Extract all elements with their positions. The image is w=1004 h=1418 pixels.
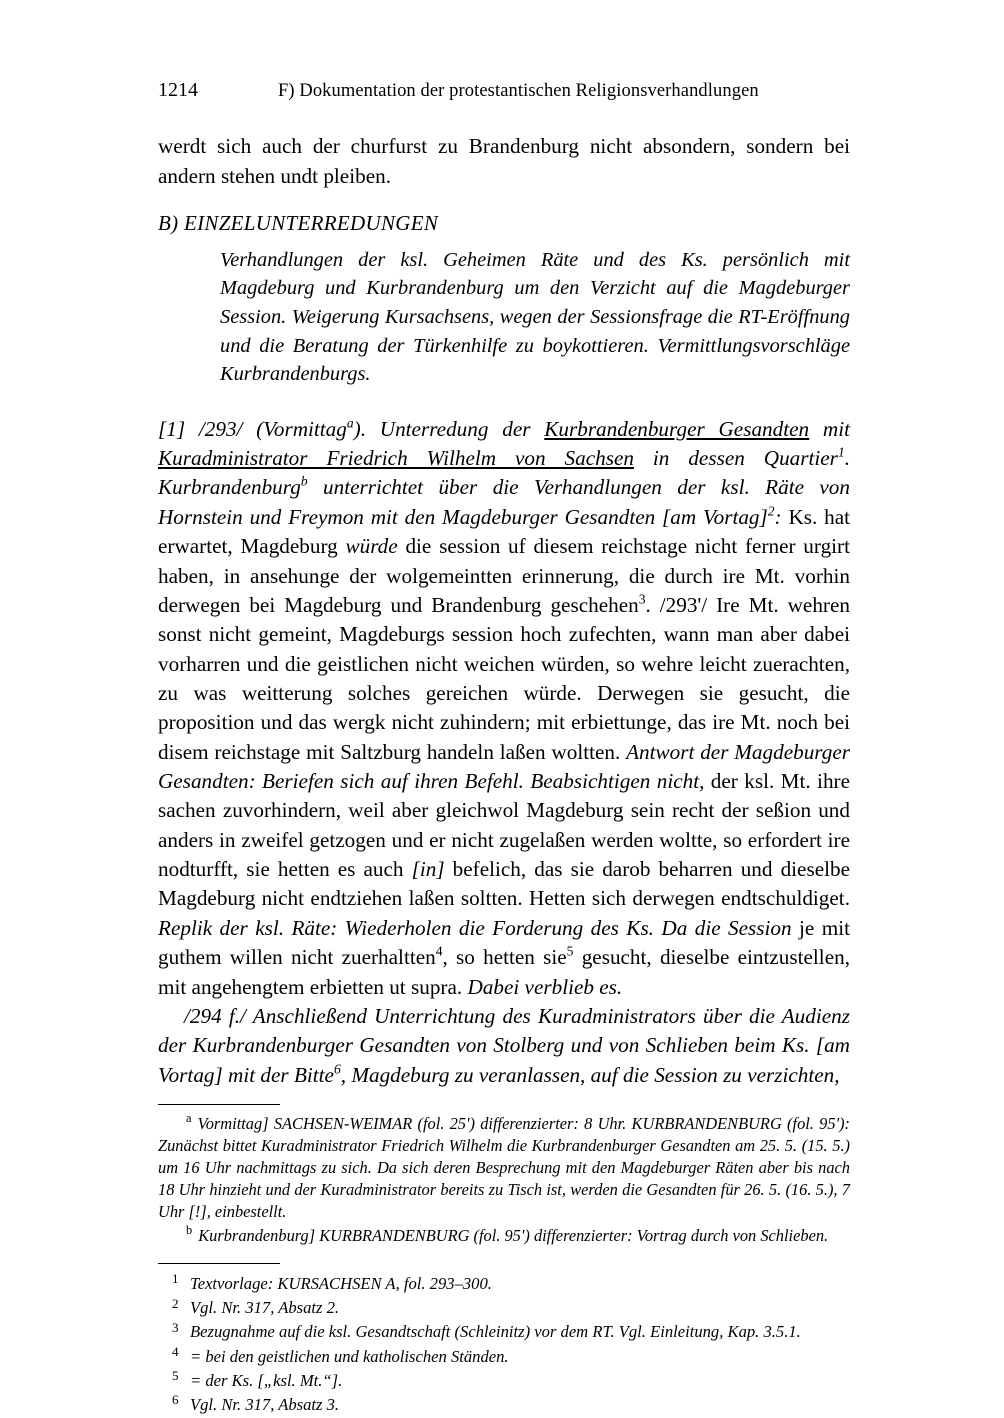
- apparatus-note-b: [158, 1222, 850, 1247]
- apparatus-note-b-text: Kurbrandenburg] KURBRANDENBURG (fol. 95') differenzierter: Vortrag durch von Schlieben.: [198, 1225, 829, 1245]
- record-italic-in: [in]: [411, 857, 445, 882]
- regest-summary: Verhandlungen der ksl. Geheimen Räte und des Ks. persönlich mit Magdeburg und Kurbrandenburg um den Verzicht auf die Magdeburger Session. Weigerung Kursachsens, wegen der Sessionsfrage die RT-Eröffnung und die Beratung der Türkenhilfe zu boykottieren. Vermittlungsvorschläge Kurbrandenburgs.: [220, 248, 850, 386]
- footnote-number: 6: [172, 1392, 179, 1408]
- footnote-ref-1: 1: [837, 444, 845, 460]
- footnote-text: Textvorlage: KURSACHSEN A, fol. 293–300.: [190, 1273, 492, 1293]
- record-number: [1]: [158, 416, 186, 441]
- footnote-list: [158, 1272, 850, 1417]
- section-label: B) EINZELUNTERREDUNGEN: [158, 210, 439, 235]
- footnote-text: = bei den geistlichen und katholischen Ständen.: [190, 1346, 509, 1366]
- record-after-1: . Kurbrandenburg: [158, 446, 851, 500]
- footnote-text: Bezugnahme auf die ksl. Gesandtschaft (Schleinitz) vor dem RT. Vgl. Einleitung, Kap. 3.5.1.: [190, 1322, 801, 1342]
- record-entry: [158, 415, 850, 1090]
- record-roman-1: Ks. hat erwartet, Magdeburg: [158, 504, 850, 559]
- footnote-item: [158, 1272, 850, 1296]
- footnote-text: Vgl. Nr. 317, Absatz 3.: [190, 1394, 340, 1414]
- apparatus-note-a-text: Vormittag] SACHSEN-WEIMAR (fol. 25') differenzierter: 8 Uhr. KURBRANDENBURG (fol. 95'): Zunächst bittet Kuradministrator Friedrich Wilhelm die Kurbrandenburger Gesandten am 25. 5. (15. 5.) um 16 Uhr nachmittags zu sich. Da sich deren Besprechung mit den Magdeburger Räten aber bis nach 18 Uhr hinzieht und der Kuradministrator bereits zu Tisch ist, werden die Gesandten für 26. 5. (16. 5.), 7 Uhr [!], einbestellt.: [158, 1113, 850, 1221]
- record-mid-1: mit: [809, 416, 850, 441]
- footnote-ref-4: 4: [435, 943, 443, 959]
- record-italic-replik: Replik der ksl. Räte: Wiederholen die Forderung des Ks. Da die Session: [158, 915, 792, 940]
- footnote-ref-2: 2: [767, 503, 775, 519]
- footnote-number: 3: [172, 1319, 179, 1335]
- record-roman-4: der ksl. Mt. ihre sachen zuvorhindern, weil aber gleichwol Magdeburg sein recht der seßion und anders in zweifel getzogen und er nicht zugelaßen werden woltte, so erfordert ire nodturfft, sie hetten es auch: [158, 769, 850, 882]
- record-lead: Unterredung der: [366, 416, 545, 441]
- record-roman-8: gesucht, dieselbe eintzustellen, mit angehengtem erbietten ut supra.: [158, 945, 850, 999]
- record-mid-2: in dessen Quartier: [633, 446, 838, 471]
- underlined-party-1: Kurbrandenburger Gesandten: [544, 416, 810, 441]
- record-roman-6: je mit guthem willen nicht zuerhaltten: [158, 915, 850, 970]
- footnote-item: [158, 1296, 850, 1320]
- footnote-number: 5: [172, 1368, 179, 1384]
- footnote-text: Vgl. Nr. 317, Absatz 2.: [190, 1298, 340, 1318]
- apparatus-note-b-marker: b: [186, 1222, 193, 1237]
- record-roman-7: , so hetten sie: [442, 945, 567, 970]
- page-content: [158, 78, 850, 1417]
- footnote-item: [158, 1345, 850, 1369]
- record-time-close: ).: [353, 416, 366, 441]
- underlined-party-2: Kuradministrator Friedrich Wilhelm von Sachsen: [158, 446, 634, 471]
- record-roman-2: die session uf diesem reichstage nicht ferner urgirt haben, in ansehunge der wolgemeintten erinnerung, die durch ire Mt. vorhin derwegen bei Magdeburg und Brandenburg geschehen: [158, 534, 850, 617]
- record-para2-b: , Magdeburg zu veranlassen, auf die Session zu verzichten,: [340, 1062, 840, 1087]
- record-time: (Vormittag: [256, 416, 347, 441]
- footnote-text: = der Ks. [„ksl. Mt.“].: [190, 1370, 343, 1390]
- record-paragraph-2: [158, 1002, 850, 1090]
- footnote-ref-3: 3: [638, 591, 646, 607]
- record-roman-3: . /293'/ Ire Mt. wehren sonst nicht gemeint, Magdeburgs session hoch zufechten, wann man aber dabei vorharren und die geistlichen nicht weichen würden, so wehre leicht zuerachten, zu was weitterung solches gereichen würde. Derwegen sie gesucht, die proposition und das wergk nicht zuhindern; mit erbiettunge, das ire Mt. noch bei disem reichstage mit Saltzburg handeln laßen woltten.: [158, 592, 850, 764]
- running-head-title: F) Dokumentation der protestantischen Religionsverhandlungen: [278, 81, 759, 101]
- footnote-item: [158, 1393, 850, 1417]
- apparatus-note-a: [158, 1110, 850, 1223]
- record-after-b: unterrichtet über die Verhandlungen der ksl. Räte von Hornstein und Freymon mit den Magdeburger Gesandten [am Vortag]: [158, 475, 850, 529]
- apparatus-marker-a: a: [346, 415, 354, 431]
- footnote-ref-5: 5: [566, 943, 574, 959]
- carryover-paragraph: werdt sich auch der churfurst zu Brandenburg nicht absondern, sondern bei andern stehen undt pleiben.: [158, 134, 850, 188]
- record-italic-dabei: Dabei verblieb es.: [467, 974, 623, 999]
- apparatus-rule: [158, 1104, 280, 1105]
- footnote-number: 4: [172, 1344, 179, 1360]
- apparatus-note-a-marker: a: [186, 1110, 192, 1125]
- footnote-number: 1: [172, 1271, 179, 1287]
- apparatus-marker-b: b: [300, 474, 308, 490]
- record-para2-a: /294 f./ Anschließend Unterrichtung des Kuradministrators über die Audienz der Kurbrandenburger Gesandten von Stolberg und von Schlieben beim Ks. [am Vortag] mit der Bitte: [158, 1003, 850, 1087]
- footnote-ref-6: 6: [333, 1061, 341, 1077]
- record-italic-wuerde: würde: [345, 534, 398, 559]
- footnote-item: [158, 1320, 850, 1344]
- footnote-item: [158, 1369, 850, 1393]
- record-paragraph-1: [158, 415, 850, 1002]
- record-folio-ref: /293/: [198, 416, 243, 441]
- footnote-number: 2: [172, 1295, 179, 1311]
- record-after-2: :: [774, 504, 789, 529]
- record-italic-antwort: Antwort der Magdeburger Gesandten: Beriefen sich auf ihren Befehl. Beabsichtigen nicht,: [158, 739, 850, 794]
- running-head: [158, 78, 850, 102]
- page-number: 1214: [158, 79, 198, 101]
- footnote-rule: [158, 1263, 280, 1264]
- record-roman-5: befelich, das sie darob beharren und dieselbe Magdeburg nicht endtziehen laßen soltten. Hetten sich derwegen endtschuldiget.: [158, 857, 850, 911]
